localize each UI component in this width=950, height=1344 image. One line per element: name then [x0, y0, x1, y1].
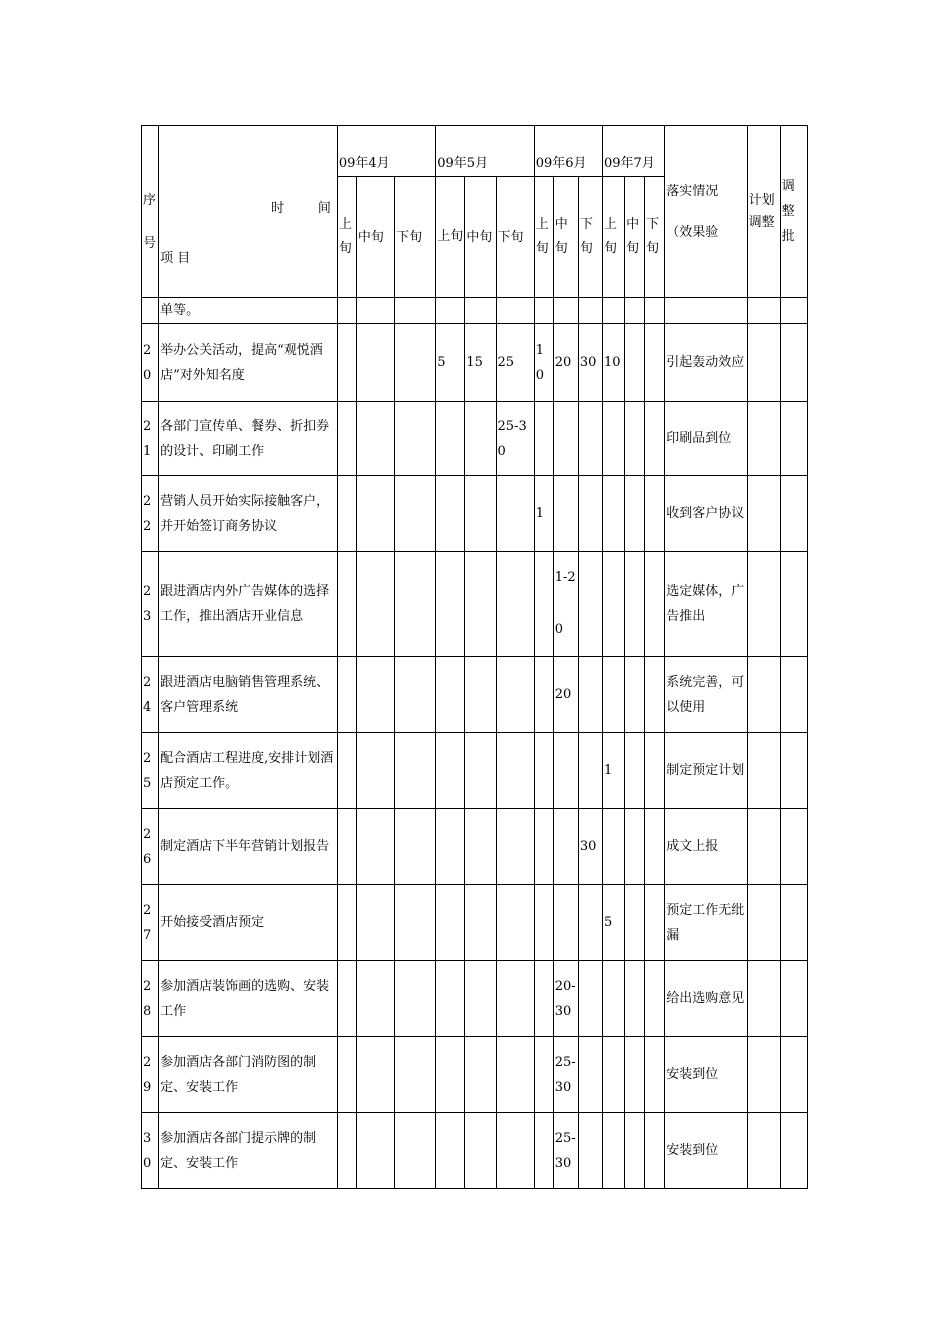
schedule-cell: 10 [602, 324, 624, 402]
schedule-cell [337, 298, 356, 324]
header-xun: 中旬 [553, 177, 578, 298]
header-seq-bottom: 号 [143, 235, 157, 251]
row-result: 系统完善，可以使用 [665, 657, 747, 733]
schedule-cell [578, 552, 602, 657]
schedule-cell [465, 1037, 496, 1113]
schedule-cell [356, 1113, 394, 1189]
schedule-cell [337, 552, 356, 657]
row-number: 27 [142, 885, 159, 961]
table-row [142, 1037, 808, 1113]
row-item: 开始接受酒店预定 [159, 885, 338, 961]
header-xun: 下旬 [645, 177, 665, 298]
schedule-cell [496, 885, 534, 961]
schedule-cell [465, 809, 496, 885]
schedule-cell [436, 733, 465, 809]
row-plan-adjust [747, 402, 780, 476]
header-xun: 下旬 [395, 177, 436, 298]
header-result-sub: （效果验 [666, 224, 719, 240]
schedule-cell [395, 885, 436, 961]
row-plan-adjust [747, 476, 780, 552]
schedule-cell [465, 298, 496, 324]
schedule-cell: 1 [534, 476, 553, 552]
schedule-cell [356, 733, 394, 809]
header-result [665, 126, 747, 298]
schedule-cell [337, 733, 356, 809]
row-number: 21 [142, 402, 159, 476]
schedule-cell [356, 402, 394, 476]
table-row [142, 552, 808, 657]
schedule-cell [436, 657, 465, 733]
schedule-cell [534, 733, 553, 809]
row-item: 跟进酒店电脑销售管理系统、客户管理系统 [159, 657, 338, 733]
schedule-cell [356, 657, 394, 733]
schedule-cell [496, 298, 534, 324]
schedule-cell: 1 [602, 733, 624, 809]
schedule-cell: 30 [578, 809, 602, 885]
row-adjust-approve [780, 552, 807, 657]
row-number [142, 298, 159, 324]
header-result-label: 落实情况 [666, 183, 719, 199]
row-adjust-approve [780, 476, 807, 552]
header-seq [142, 126, 159, 298]
schedule-cell [534, 885, 553, 961]
row-result: 印刷品到位 [665, 402, 747, 476]
schedule-cell [625, 809, 645, 885]
schedule-cell [578, 1113, 602, 1189]
schedule-cell [395, 324, 436, 402]
schedule-cell [534, 298, 553, 324]
schedule-cell [602, 1037, 624, 1113]
row-result: 预定工作无纰漏 [665, 885, 747, 961]
schedule-cell [395, 1113, 436, 1189]
schedule-cell [465, 885, 496, 961]
schedule-cell [625, 1037, 645, 1113]
schedule-cell [395, 476, 436, 552]
schedule-cell: 25-30 [553, 1113, 578, 1189]
row-plan-adjust [747, 324, 780, 402]
schedule-cell [337, 885, 356, 961]
schedule-cell [625, 298, 645, 324]
schedule-cell: 1-20 [553, 552, 578, 657]
table-row [142, 961, 808, 1037]
row-number: 25 [142, 733, 159, 809]
schedule-cell [465, 402, 496, 476]
table-row [142, 657, 808, 733]
table-row [142, 476, 808, 552]
schedule-cell [436, 552, 465, 657]
row-plan-adjust [747, 657, 780, 733]
header-month-june: 09年6月 [534, 126, 602, 177]
schedule-cell [496, 476, 534, 552]
row-plan-adjust [747, 961, 780, 1037]
row-adjust-approve [780, 324, 807, 402]
schedule-cell [645, 733, 665, 809]
schedule-cell: 10 [534, 324, 553, 402]
schedule-cell [578, 402, 602, 476]
schedule-cell [356, 298, 394, 324]
schedule-cell [337, 476, 356, 552]
schedule-cell: 15 [465, 324, 496, 402]
schedule-cell [534, 402, 553, 476]
header-month-july: 09年7月 [602, 126, 664, 177]
schedule-cell [625, 402, 645, 476]
table-row [142, 324, 808, 402]
table-row [142, 1113, 808, 1189]
row-plan-adjust [747, 733, 780, 809]
row-adjust-approve [780, 961, 807, 1037]
schedule-cell [337, 1113, 356, 1189]
header-xun: 中旬 [465, 177, 496, 298]
row-adjust-approve [780, 1037, 807, 1113]
row-result: 收到客户协议 [665, 476, 747, 552]
row-item: 营销人员开始实际接触客户，并开始签订商务协议 [159, 476, 338, 552]
schedule-cell [436, 885, 465, 961]
schedule-cell [625, 324, 645, 402]
schedule-cell [645, 961, 665, 1037]
row-result: 引起轰动效应 [665, 324, 747, 402]
row-number: 28 [142, 961, 159, 1037]
row-result: 成文上报 [665, 809, 747, 885]
row-adjust-approve [780, 402, 807, 476]
header-xun: 下旬 [496, 177, 534, 298]
schedule-cell [625, 733, 645, 809]
schedule-cell [645, 657, 665, 733]
schedule-cell: 5 [602, 885, 624, 961]
schedule-cell [625, 885, 645, 961]
schedule-cell [337, 324, 356, 402]
schedule-cell [534, 1037, 553, 1113]
schedule-cell [395, 809, 436, 885]
schedule-cell [465, 961, 496, 1037]
schedule-cell: 5 [436, 324, 465, 402]
schedule-cell [534, 657, 553, 733]
schedule-cell [337, 961, 356, 1037]
schedule-cell [356, 552, 394, 657]
table-row [142, 885, 808, 961]
schedule-cell: 20 [553, 657, 578, 733]
table-row [142, 402, 808, 476]
schedule-cell: 25 [496, 324, 534, 402]
schedule-cell [465, 733, 496, 809]
schedule-cell [465, 552, 496, 657]
schedule-cell [602, 552, 624, 657]
header-month-may: 09年5月 [436, 126, 534, 177]
row-item: 参加酒店各部门消防图的制定、安装工作 [159, 1037, 338, 1113]
schedule-cell [602, 657, 624, 733]
header-xun: 下旬 [578, 177, 602, 298]
schedule-cell [436, 961, 465, 1037]
header-xun: 中旬 [356, 177, 394, 298]
schedule-cell [602, 298, 624, 324]
row-result: 安装到位 [665, 1113, 747, 1189]
schedule-cell [553, 885, 578, 961]
schedule-cell [602, 476, 624, 552]
schedule-cell [553, 298, 578, 324]
schedule-cell [645, 476, 665, 552]
schedule-cell [356, 961, 394, 1037]
schedule-cell [578, 961, 602, 1037]
schedule-cell [645, 402, 665, 476]
schedule-cell [395, 552, 436, 657]
table-row [142, 733, 808, 809]
row-number: 20 [142, 324, 159, 402]
schedule-cell [645, 324, 665, 402]
header-item-label: 项 目 [160, 251, 191, 266]
header-xun: 上旬 [534, 177, 553, 298]
schedule-cell [465, 657, 496, 733]
row-result: 制定预定计划 [665, 733, 747, 809]
schedule-cell [625, 552, 645, 657]
schedule-cell [553, 476, 578, 552]
header-adjust-approve: 调整批 [780, 126, 807, 298]
schedule-cell [395, 733, 436, 809]
schedule-cell [496, 1113, 534, 1189]
schedule-cell [534, 1113, 553, 1189]
schedule-cell [395, 657, 436, 733]
schedule-cell [465, 476, 496, 552]
row-result [665, 298, 747, 324]
schedule-cell [496, 657, 534, 733]
table-row [142, 298, 808, 324]
row-result: 选定媒体，广告推出 [665, 552, 747, 657]
schedule-cell: 25-30 [496, 402, 534, 476]
row-result: 给出选购意见 [665, 961, 747, 1037]
schedule-cell [534, 809, 553, 885]
schedule-cell [625, 476, 645, 552]
schedule-cell [625, 1113, 645, 1189]
schedule-cell: 30 [578, 324, 602, 402]
header-time-char: 时 [271, 201, 285, 216]
schedule-cell [356, 809, 394, 885]
row-number: 23 [142, 552, 159, 657]
schedule-cell [553, 402, 578, 476]
header-plan-adjust: 计划调整 [747, 126, 780, 298]
schedule-cell: 20-30 [553, 961, 578, 1037]
schedule-cell [578, 298, 602, 324]
schedule-cell [436, 1113, 465, 1189]
row-plan-adjust [747, 552, 780, 657]
row-item: 跟进酒店内外广告媒体的选择工作，推出酒店开业信息 [159, 552, 338, 657]
schedule-cell [436, 809, 465, 885]
row-plan-adjust [747, 1037, 780, 1113]
schedule-cell [337, 809, 356, 885]
header-month-april: 09年4月 [337, 126, 435, 177]
schedule-cell [337, 1037, 356, 1113]
schedule-table [141, 125, 808, 1189]
schedule-cell [578, 657, 602, 733]
schedule-cell [534, 961, 553, 1037]
row-plan-adjust [747, 298, 780, 324]
schedule-cell [496, 809, 534, 885]
schedule-cell [337, 657, 356, 733]
row-plan-adjust [747, 809, 780, 885]
schedule-cell [496, 961, 534, 1037]
row-number: 30 [142, 1113, 159, 1189]
header-xun: 上旬 [337, 177, 356, 298]
row-item: 配合酒店工程进度,安排计划酒店预定工作。 [159, 733, 338, 809]
row-item: 单等。 [159, 298, 338, 324]
header-seq-top: 序 [143, 192, 157, 208]
schedule-cell [395, 961, 436, 1037]
header-xun: 中旬 [625, 177, 645, 298]
schedule-cell [534, 552, 553, 657]
schedule-cell [645, 552, 665, 657]
row-number: 22 [142, 476, 159, 552]
row-adjust-approve [780, 657, 807, 733]
schedule-cell [578, 885, 602, 961]
row-item: 各部门宣传单、餐券、折扣券的设计、印刷工作 [159, 402, 338, 476]
schedule-cell [602, 1113, 624, 1189]
row-item: 举办公关活动，提高“观悦酒店”对外知名度 [159, 324, 338, 402]
row-number: 24 [142, 657, 159, 733]
schedule-cell [645, 1113, 665, 1189]
schedule-cell [496, 1037, 534, 1113]
schedule-cell: 25-30 [553, 1037, 578, 1113]
row-adjust-approve [780, 809, 807, 885]
schedule-cell [356, 476, 394, 552]
schedule-cell [356, 885, 394, 961]
schedule-cell [553, 809, 578, 885]
row-item: 参加酒店装饰画的选购、安装工作 [159, 961, 338, 1037]
row-plan-adjust [747, 885, 780, 961]
schedule-cell [395, 402, 436, 476]
row-result: 安装到位 [665, 1037, 747, 1113]
row-adjust-approve [780, 1113, 807, 1189]
schedule-cell [602, 961, 624, 1037]
row-plan-adjust [747, 1113, 780, 1189]
schedule-cell [625, 657, 645, 733]
schedule-cell [602, 402, 624, 476]
schedule-cell [436, 402, 465, 476]
schedule-cell [356, 1037, 394, 1113]
schedule-cell [578, 1037, 602, 1113]
schedule-cell [645, 885, 665, 961]
schedule-cell [578, 476, 602, 552]
schedule-cell [496, 552, 534, 657]
schedule-cell [553, 733, 578, 809]
header-xun: 上旬 [602, 177, 624, 298]
header-jian-char: 间 [317, 201, 331, 216]
header-item-time [159, 126, 338, 298]
schedule-cell [436, 1037, 465, 1113]
row-number: 26 [142, 809, 159, 885]
schedule-cell [645, 809, 665, 885]
schedule-cell [645, 1037, 665, 1113]
schedule-cell [337, 402, 356, 476]
schedule-cell [356, 324, 394, 402]
schedule-cell [395, 1037, 436, 1113]
row-item: 制定酒店下半年营销计划报告 [159, 809, 338, 885]
header-xun: 上旬 [436, 177, 465, 298]
table-row [142, 809, 808, 885]
schedule-cell [436, 476, 465, 552]
schedule-cell [496, 733, 534, 809]
row-number: 29 [142, 1037, 159, 1113]
schedule-cell [465, 1113, 496, 1189]
schedule-cell [395, 298, 436, 324]
schedule-cell [602, 809, 624, 885]
row-adjust-approve [780, 885, 807, 961]
schedule-cell [436, 298, 465, 324]
row-item: 参加酒店各部门提示牌的制定、安装工作 [159, 1113, 338, 1189]
schedule-cell: 20 [553, 324, 578, 402]
schedule-cell [625, 961, 645, 1037]
row-adjust-approve [780, 298, 807, 324]
schedule-cell [645, 298, 665, 324]
schedule-cell [578, 733, 602, 809]
row-adjust-approve [780, 733, 807, 809]
